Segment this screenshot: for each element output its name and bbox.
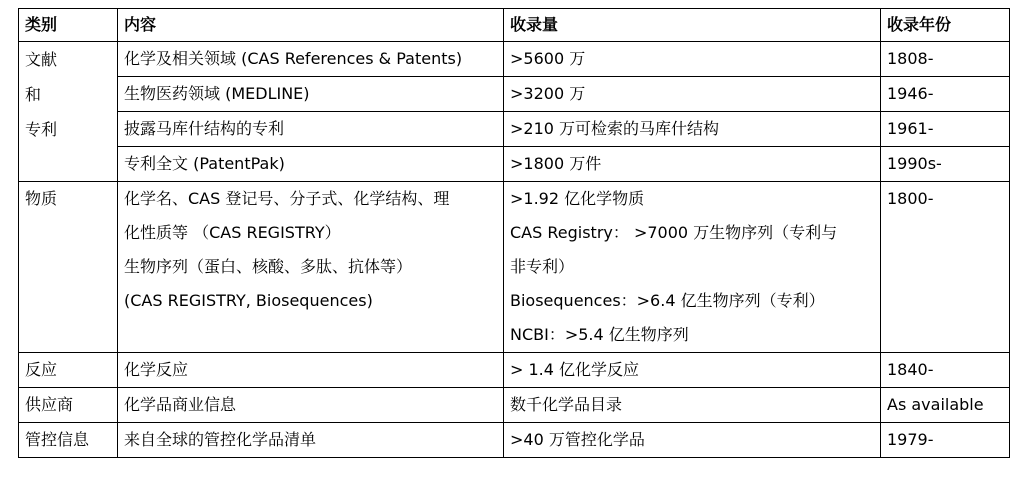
table-row (19, 182, 1010, 353)
category-reaction: 反应 (19, 353, 118, 388)
year-cell: 1808- (881, 42, 1010, 77)
table-row (19, 147, 1010, 182)
cas-coverage-table (18, 8, 1010, 458)
year-cell: 1840- (881, 353, 1010, 388)
content-cell: 化学品商业信息 (118, 388, 504, 423)
amount-cell: >40 万管控化学品 (504, 423, 881, 458)
amount-line: 非专利） (510, 257, 575, 276)
content-cell: 生物医药领域 (MEDLINE) (118, 77, 504, 112)
header-content: 内容 (118, 9, 504, 42)
content-cell (118, 182, 504, 353)
year-cell: 1979- (881, 423, 1010, 458)
content-cell: 来自全球的管控化学品清单 (118, 423, 504, 458)
category-line: 专利 (25, 120, 58, 139)
amount-line: Biosequences：>6.4 亿生物序列（专利） (510, 291, 825, 310)
year-cell: 1946- (881, 77, 1010, 112)
amount-cell: >1800 万件 (504, 147, 881, 182)
table-row (19, 353, 1010, 388)
table-header-row (19, 9, 1010, 42)
category-line: 和 (25, 85, 42, 104)
category-literature-patents (19, 42, 118, 182)
content-line: 化性质等 （CAS REGISTRY） (124, 223, 341, 242)
content-line: 生物序列（蛋白、核酸、多肽、抗体等） (124, 257, 413, 276)
header-category: 类别 (19, 9, 118, 42)
table-row (19, 77, 1010, 112)
amount-cell: >5600 万 (504, 42, 881, 77)
content-line: 化学名、CAS 登记号、分子式、化学结构、理 (124, 189, 450, 208)
header-amount: 收录量 (504, 9, 881, 42)
content-cell: 化学反应 (118, 353, 504, 388)
amount-line: NCBI：>5.4 亿生物序列 (510, 325, 689, 344)
amount-cell: >3200 万 (504, 77, 881, 112)
content-line: (CAS REGISTRY, Biosequences) (124, 291, 373, 310)
amount-line: >1.92 亿化学物质 (510, 189, 645, 208)
year-cell: 1800- (881, 182, 1010, 353)
content-cell: 披露马库什结构的专利 (118, 112, 504, 147)
amount-line: CAS Registry： >7000 万生物序列（专利与 (510, 223, 838, 242)
table-row (19, 388, 1010, 423)
content-cell: 专利全文 (PatentPak) (118, 147, 504, 182)
amount-cell: 数千化学品目录 (504, 388, 881, 423)
year-cell: 1961- (881, 112, 1010, 147)
amount-cell (504, 182, 881, 353)
amount-cell: > 1.4 亿化学反应 (504, 353, 881, 388)
year-cell: As available (881, 388, 1010, 423)
year-cell: 1990s- (881, 147, 1010, 182)
content-cell: 化学及相关领域 (CAS References & Patents) (118, 42, 504, 77)
table-row (19, 112, 1010, 147)
table-row (19, 423, 1010, 458)
category-supplier: 供应商 (19, 388, 118, 423)
header-year: 收录年份 (881, 9, 1010, 42)
category-line: 文献 (25, 50, 58, 69)
amount-cell: >210 万可检索的马库什结构 (504, 112, 881, 147)
table-row (19, 42, 1010, 77)
category-regulatory: 管控信息 (19, 423, 118, 458)
category-substance: 物质 (19, 182, 118, 353)
